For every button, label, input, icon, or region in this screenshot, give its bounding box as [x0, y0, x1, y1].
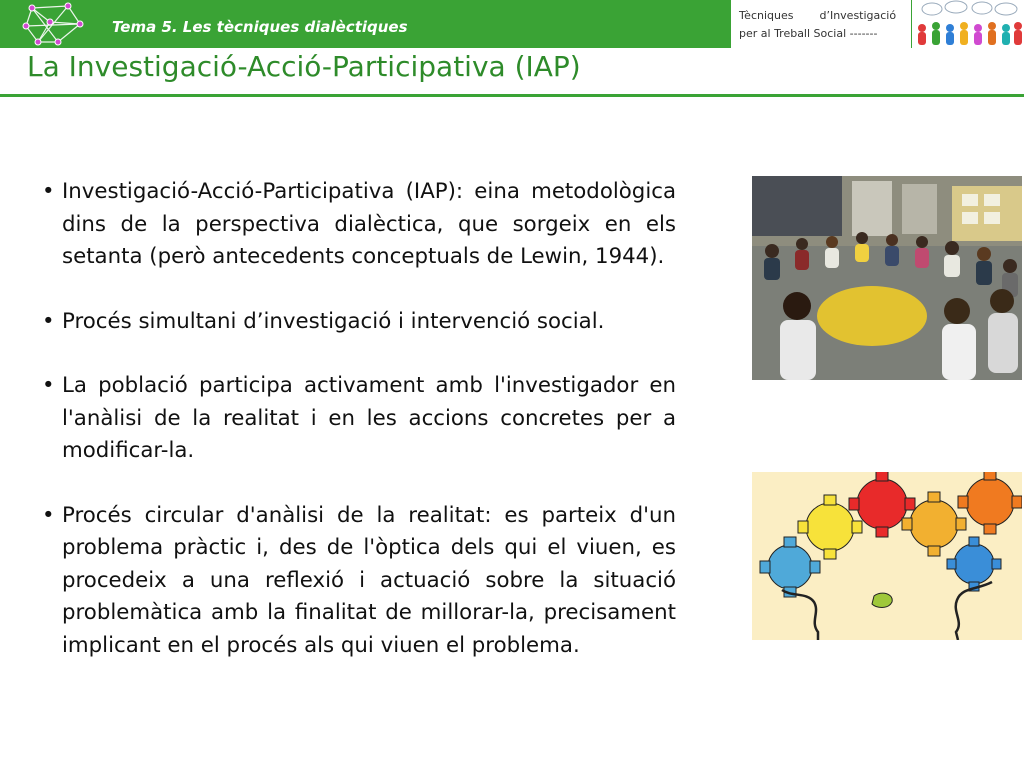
puzzle-gears-illustration	[752, 472, 1022, 640]
subject-box	[731, 0, 911, 48]
bullet-list	[40, 176, 676, 694]
subject-label-line2: per al Treball Social -------	[739, 27, 878, 40]
list-item: • Investigació-Acció-Participativa (IAP): eina metodològica dins de la perspectiva dialèctica, que sorgeix en els setanta (però antecedents conceptuals de Lewin, 1944).	[40, 176, 676, 274]
list-item: • La població participa activament amb l'investigador en l'anàlisi de la realitat i en les accions concretes per a modificar-la.	[40, 370, 676, 468]
network-logo-icon	[20, 2, 86, 46]
people-speech-bubbles-image	[912, 0, 1024, 48]
subject-label-part1: Tècniques	[739, 9, 794, 22]
topic-label: Tema 5. Les tècniques dialèctiques	[112, 18, 408, 36]
list-item: • Procés simultani d’investigació i intervenció social.	[40, 306, 676, 339]
list-item: • Procés circular d'anàlisi de la realitat: es parteix d'un problema pràctic i, des de l'òptica dels qui el viuen, es procedeix a una reflexió i actuació sobre la situació problemàtica amb la finalitat de millorar-la, precisament implicant en el procés als qui viuen el problema.	[40, 500, 676, 663]
bullet-icon: •	[42, 373, 55, 398]
bullet-icon: •	[42, 179, 55, 204]
title-divider	[0, 94, 1024, 97]
page-title: La Investigació-Acció-Participativa (IAP)	[27, 50, 581, 83]
subject-label-part2: d’Investigació	[819, 9, 897, 22]
bullet-icon: •	[42, 308, 55, 334]
bullet-icon: •	[42, 502, 55, 528]
group-meeting-photo	[752, 176, 1022, 380]
